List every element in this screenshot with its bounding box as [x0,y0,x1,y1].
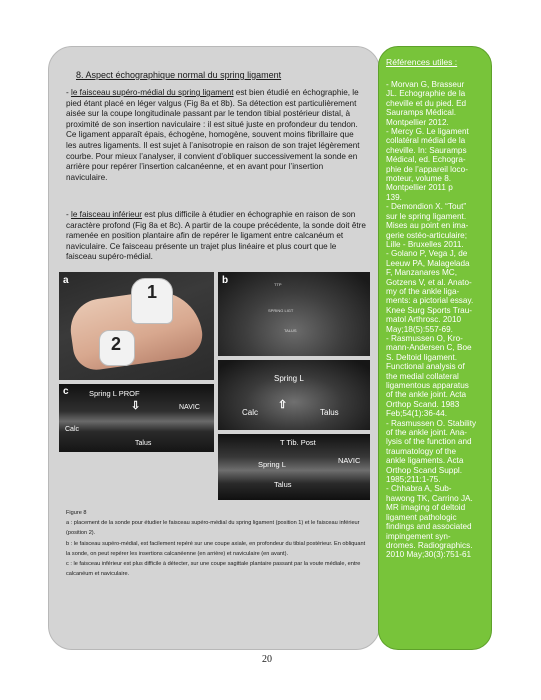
label-talus-d: Talus [320,408,339,417]
label-spring-prof: Spring L PROF [89,389,140,398]
figure-letter-a: a [63,275,69,286]
label-navic-e: NAVIC [338,456,361,465]
label-calc-d: Calc [242,408,259,417]
arrow-down: ⇩ [131,400,141,412]
dash: - [66,88,72,97]
caption-title: Figure 8 [66,510,87,516]
label-talus-e: Talus [274,480,292,489]
probe-number-1: 1 [147,282,158,302]
term-supero-medial: le faisceau supéro-médial du spring ligament [71,88,234,97]
caption-c: c : le faisceau inférieur est plus difficile à détecter, sur une coupe sagittale plantaire passant par la voute médiale, entre calcanéum et naviculaire. [66,561,361,578]
label-ttp: TTP [274,282,282,287]
paragraph-supero-medial [66,88,366,183]
label-calc-c: Calc [65,426,80,433]
paragraph-text: est plus difficile à étudier en échographie en raison de son caractère profond (Fig 8a et 8c). A partir de la coupe précédente, la sonde doit être ramenée en position plantaire afin de repérer le ligament entre calcanéum et naviculaire. Ce faisceau présente un trajet plus linéaire et plus court que le faisceau supéro-médial. [66,210,366,262]
section-title: 8. Aspect échographique normal du spring ligament [76,70,282,80]
figure-letter-b: b [222,275,229,286]
figure-letter-c: c [63,386,69,397]
label-navic-c: NAVIC [179,404,200,411]
arrow-up: ⇧ [278,399,288,411]
references-title: Références utiles : [386,57,458,67]
label-talus-c: Talus [135,440,152,447]
label-spring-e: Spring L [258,460,286,469]
probe-number-2: 2 [111,334,122,354]
figure-b-ultrasound [218,272,370,356]
term-inferieur: le faisceau inférieur [71,210,143,219]
paragraph-text: est bien étudié en échographie, le pied étant placé en léger valgus (Fig 8a et 8b). Sa détection est particulièrement aisée sur la coupe longitudinale passant par le tendon tibial postérieur distal, à proximité de son insertion naviculaire : il est situé juste en profondeur du tendon. Ce ligament apparaît épais, échogène, homogène, souvent moins fibrillaire que les autres ligaments. Il est sujet à l’anisotropie en raison de son trajet légèrement courbe. Pour mieux l’analyser, il convient d’obliquer successivement la sonde en arrière pour repérer l’insertion calcanéenne, et en avant pour l’insertion naviculaire. [66,88,360,182]
figure-c-ultrasound [59,384,214,452]
figure-caption [66,508,366,579]
figure-e-ultrasound [218,434,370,500]
paragraph-inferieur [66,210,366,263]
references-list: - Morvan G, Brasseur JL. Echographie de la cheville et du pied. Ed Sauramps Médical. Montpellier 2012. - Mercy G. Le ligament collatéral médial de la cheville. In: Sauramps Médical, ed. Echogra- phie de l’appareil loco- moteur, volume 8. Montpellier 2011 p 139. - Demondion X. “Tout” sur le spring ligament. Mises au point en ima- gerie ostéo-articulaire; Lille - Bruxelles 2011. - Golano P, Vega J, de Leeuw PA, Malagelada F, Manzanares MC, Gotzens V, et al. Anato- my of the ankle liga- ments: a pictorial essay. Knee Surg Sports Trau- matol Arthrosc. 2010 May;18(5):557-69. - Rasmussen O, Kro- mann-Andersen C, Boe S. Deltoid ligament. Functional analysis of the medial collateral ligamentous apparatus of the ankle joint. Acta Orthop Scand. 1983 Feb;54(1):36-44. - Rasmussen O. Stability of the ankle joint. Ana- lysis of the function and traumatology of the ankle ligaments. Acta Orthop Scand Suppl. 1985;211:1-75. - Chhabra A, Sub- hawong TK, Carrino JA. MR imaging of deltoid ligament pathologic findings and associated impingement syn- dromes. Radiographics. 2010 May;30(3):751-61 [386,80,477,560]
dash: - [66,210,72,219]
figure-d-ultrasound [218,360,370,430]
label-ttib-post: T Tib. Post [280,438,316,447]
page-number: 20 [262,654,272,665]
caption-b: b : le faisceau supéro-médial, est facilement repéré sur une coupe axiale, en profondeur du tibial postérieur. En obliquant la sonde, on peut repérer les insertions calcanéenne (en arrière) et naviculaire (en avant). [66,540,366,557]
label-spring-d: Spring L [274,374,304,383]
label-talus-b: TALUS [284,328,297,333]
caption-a: a : placement de la sonde pour étudier le faisceau supéro-médial du spring ligament (position 1) et le faisceau inférieur (position 2). [66,520,360,537]
figure-a-photo [59,272,214,380]
label-spring-ligt: SPRING LIGT [268,308,294,313]
